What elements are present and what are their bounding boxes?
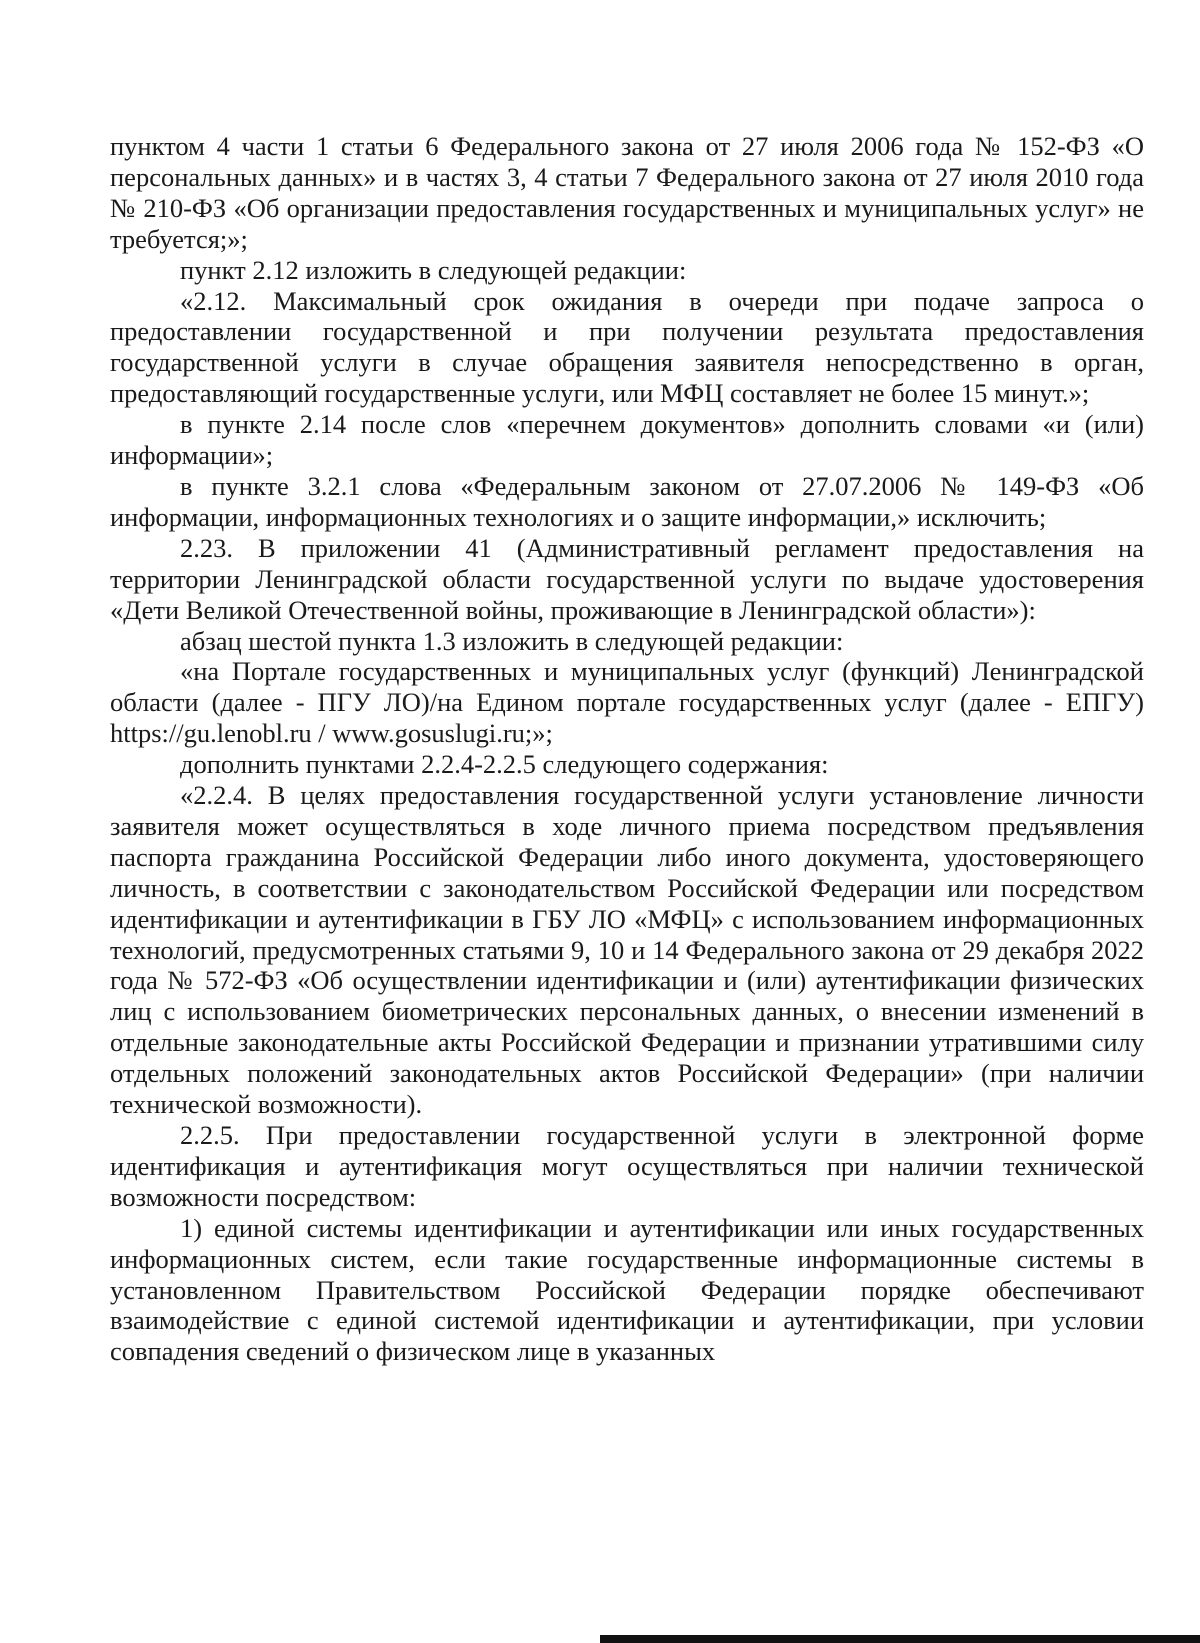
paragraph-item-2-12-instruction: пункт 2.12 изложить в следующей редакции: (180, 254, 687, 285)
paragraph-subitem-1: 1) единой системы идентификации и аутентификации или иных государственных информационных систем, если такие государственные информационные системы в установленном Правительством Российской Федерации порядке обеспечивают взаимодействие с единой системой идентификации и аутентификации, при условии совпадения сведений о физическом лице в указанных (110, 1212, 1144, 1367)
paragraph-item-2-2-4: «2.2.4. В целях предоставления государственной услуги установление личности заявителя может осуществляться в ходе личного приема посредством предъявления паспорта гражданина Российской Федерации либо иного документа, удостоверяющего личность, в соответствии с законодательством Российской Федерации или посредством идентификации и аутентификации в ГБУ ЛО «МФЦ» с использованием информационных технологий, предусмотренных статьями 9, 10 и 14 Федерального закона от 29 декабря 2022 года № 572-ФЗ «Об осуществлении идентификации и (или) аутентификации физических лиц с использованием биометрических персональных данных, о внесении изменений в отдельные законодательные акты Российской Федерации и признании утратившими силу отдельных положений законодательных актов Российской Федерации» (при наличии технической возможности). (110, 780, 1144, 1120)
paragraph-item-1-3-text: «на Портале государственных и муниципальных услуг (функций) Ленинградской области (далее - ПГУ ЛО)/на Едином портале государственных услуг (далее - ЕПГУ) https://gu.lenobl.ru / www.gosuslugi.ru;»; (110, 656, 1144, 749)
paragraph-item-2-14: в пункте 2.14 после слов «перечнем документов» дополнить словами «и (или) информации»; (110, 409, 1144, 471)
paragraph-item-3-2-1: в пункте 3.2.1 слова «Федеральным законом от 27.07.2006 № 149-ФЗ «Об информации, информационных технологиях и о защите информации,» исключить; (110, 470, 1144, 532)
scan-edge-shadow (600, 1635, 1200, 1643)
paragraph-add-items-instruction: дополнить пунктами 2.2.4-2.2.5 следующего содержания: (180, 749, 829, 780)
paragraph-item-1-3-instruction: абзац шестой пункта 1.3 изложить в следующей редакции: (180, 625, 844, 656)
paragraph-appendix-41: 2.23. В приложении 41 (Административный регламент предоставления на территории Ленинградской области государственной услуги по выдаче удостоверения «Дети Великой Отечественной войны, проживающие в Ленинградской области»): (110, 532, 1144, 625)
paragraph-personal-data-consent: пунктом 4 части 1 статьи 6 Федерального закона от 27 июля 2006 года № 152-ФЗ «О персональных данных» и в частях 3, 4 статьи 7 Федерального закона от 27 июля 2010 года № 210-ФЗ «Об организации предоставления государственных и муниципальных услуг» не требуется;»; (110, 131, 1144, 254)
paragraph-item-2-2-5: 2.2.5. При предоставлении государственной услуги в электронной форме идентификация и аутентификация могут осуществляться при наличии технической возможности посредством: (110, 1120, 1144, 1212)
document-page (110, 131, 1144, 1367)
paragraph-item-2-12-text: «2.12. Максимальный срок ожидания в очереди при подаче запроса о предоставлении государственной и при получении результата предоставления государственной услуги в случае обращения заявителя непосредственно в орган, предоставляющий государственные услуги, или МФЦ составляет не более 15 минут.»; (110, 285, 1144, 409)
